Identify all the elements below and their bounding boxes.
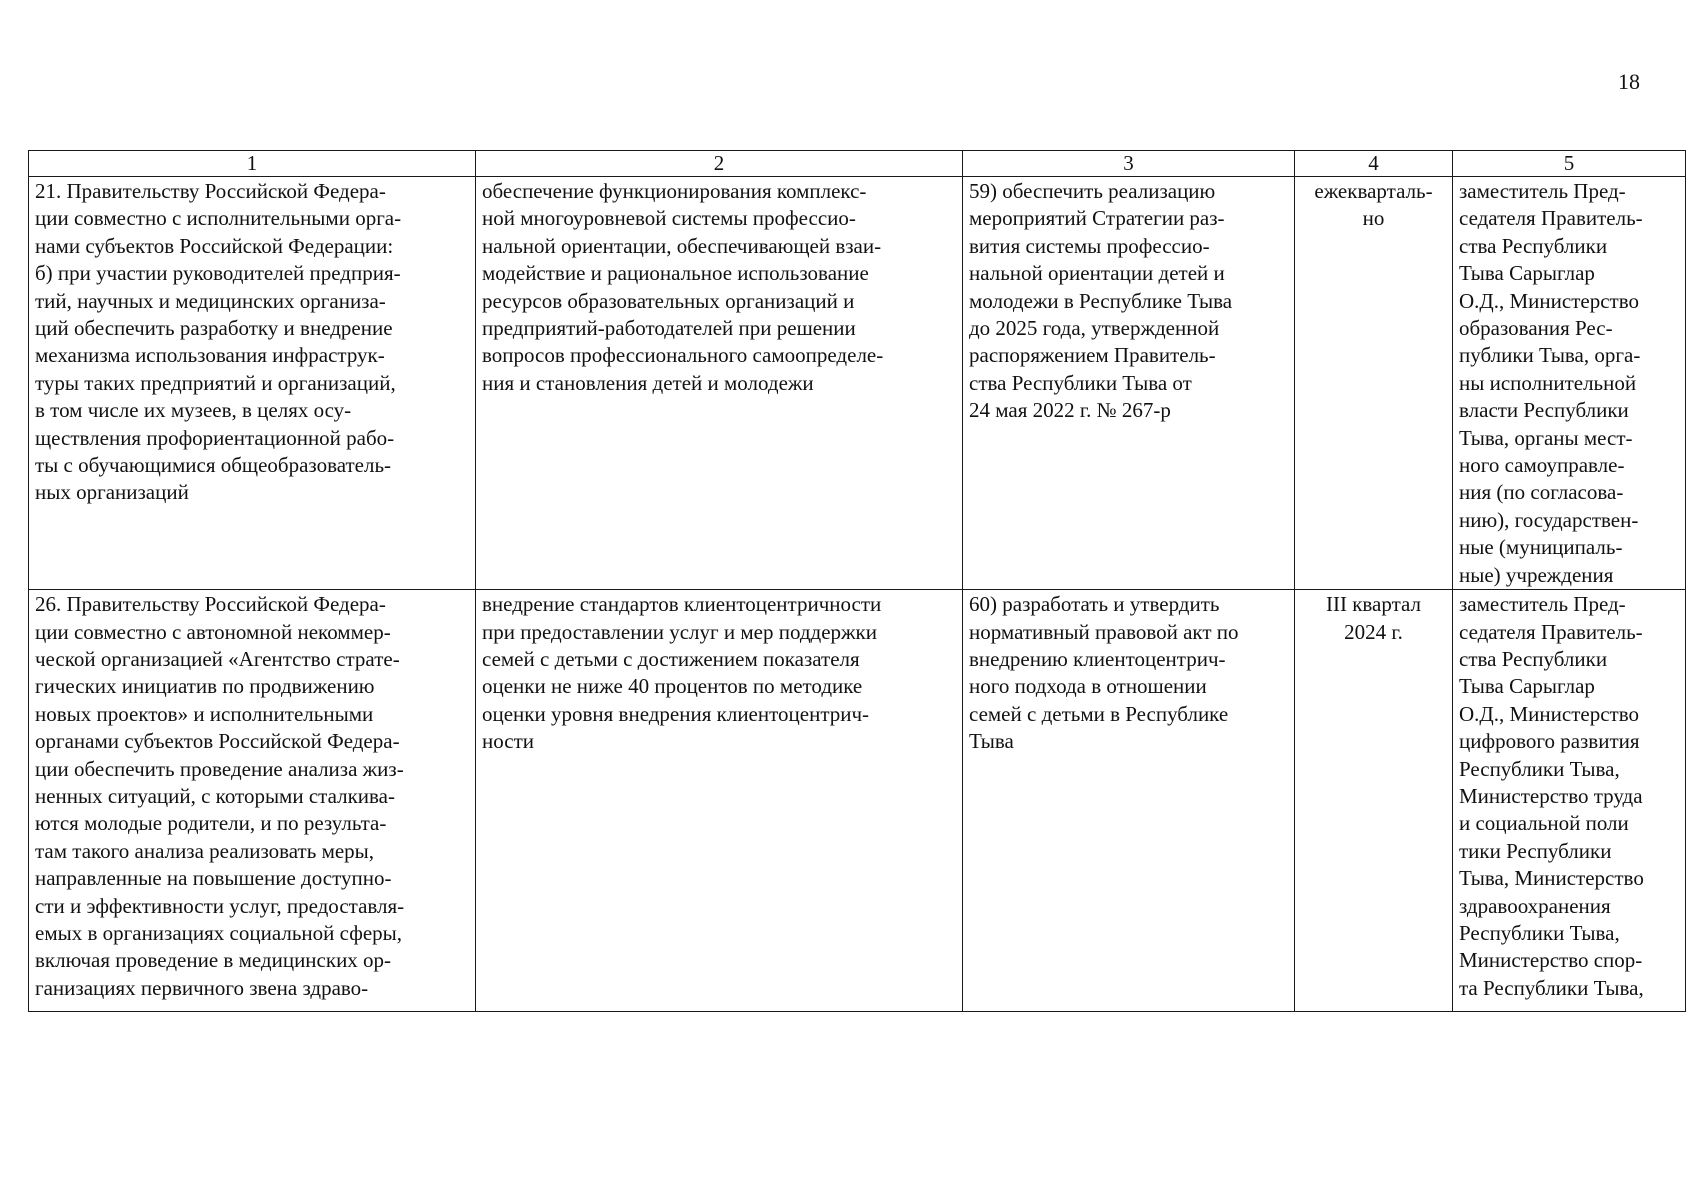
cell-text-line: органами субъектов Российской Федера- <box>35 729 400 754</box>
cell-text-line: Тыва, Министерство <box>1459 866 1644 891</box>
cell-text-line: Министерство труда <box>1459 783 1643 808</box>
cell-text-line: заместитель Пред- <box>1459 592 1626 617</box>
cell-text-line: ганизациях первичного звена здраво- <box>35 975 369 1000</box>
cell-deadline <box>1295 177 1453 590</box>
cell-text-line: 24 мая 2022 г. № 267-р <box>969 398 1171 423</box>
cell-text-line: та Республики Тыва, <box>1459 975 1644 1000</box>
cell-text-line: ного самоуправле- <box>1459 453 1625 478</box>
column-header-3: 3 <box>963 151 1295 177</box>
cell-goal <box>476 590 963 1012</box>
cell-text-line: ния и становления детей и молодежи <box>482 370 814 395</box>
cell-text-line: нами субъектов Российской Федерации: <box>35 233 394 258</box>
cell-measure <box>963 590 1295 1012</box>
cell-text-line: ции совместно с исполнительными орга- <box>35 206 402 231</box>
cell-text-line: оценки уровня внедрения клиентоцентрич- <box>482 701 870 726</box>
cell-text-line: Министерство спор- <box>1459 948 1643 973</box>
cell-text-line: тики Республики <box>1459 838 1612 863</box>
cell-text-line: Тыва Сарыглар <box>1459 261 1595 286</box>
cell-text-line: туры таких предприятий и организаций, <box>35 370 396 395</box>
cell-text-line: вития системы профессио- <box>969 233 1210 258</box>
table-header-row <box>29 151 1686 177</box>
cell-text-line: семей с детьми с достижением показателя <box>482 646 860 671</box>
cell-text-line: внедрение стандартов клиентоцентричности <box>482 592 882 617</box>
cell-text-line: ства Республики Тыва от <box>969 370 1192 395</box>
cell-text-line: нальной ориентации детей и <box>969 261 1225 286</box>
cell-text-line: седателя Правитель- <box>1459 206 1643 231</box>
cell-text-line: ресурсов образовательных организаций и <box>482 288 855 313</box>
cell-text-line: 60) разработать и утвердить <box>969 592 1220 617</box>
cell-text-line: емых в организациях социальной сферы, <box>35 920 402 945</box>
cell-text-line: нию), государствен- <box>1459 507 1639 532</box>
cell-text-line: б) при участии руководителей предприя- <box>35 261 401 286</box>
cell-text-line: ства Республики <box>1459 646 1608 671</box>
cell-text-line: ности <box>482 729 534 754</box>
cell-text-line: новых проектов» и исполнительными <box>35 701 374 726</box>
cell-text-line: ного подхода в отношении <box>969 674 1207 699</box>
cell-text-line: до 2025 года, утвержденной <box>969 316 1220 341</box>
cell-text-line: ной многоуровневой системы профессио- <box>482 206 856 231</box>
cell-text-line: III квартал <box>1325 592 1422 617</box>
cell-deadline <box>1295 590 1453 1012</box>
cell-measure <box>963 177 1295 590</box>
table-row <box>29 177 1686 590</box>
cell-text-line: власти Республики <box>1459 398 1629 423</box>
cell-text-line: Тыва, органы мест- <box>1459 425 1633 450</box>
cell-text-line: цифрового развития <box>1459 729 1640 754</box>
cell-text-line: включая проведение в медицинских ор- <box>35 948 392 973</box>
cell-text-line: в том числе их музеев, в целях осу- <box>35 398 352 423</box>
cell-text-line: ные) учреждения <box>1459 562 1614 587</box>
cell-text-line: механизма использования инфраструк- <box>35 343 385 368</box>
cell-text-line: но <box>1362 206 1385 231</box>
cell-text-line: оценки не ниже 40 процентов по методике <box>482 674 863 699</box>
cell-goal <box>476 177 963 590</box>
cell-text-line: вопросов профессионального самоопределе- <box>482 343 884 368</box>
cell-text-line: ции совместно с автономной некоммер- <box>35 619 391 644</box>
cell-text-line: Тыва <box>969 729 1014 754</box>
cell-responsible <box>1453 590 1686 1012</box>
cell-text-line: седателя Правитель- <box>1459 619 1643 644</box>
cell-text-line: 21. Правительству Российской Федера- <box>35 179 386 203</box>
cell-text-line: ции обеспечить проведение анализа жиз- <box>35 756 404 781</box>
cell-instruction <box>29 590 476 1012</box>
cell-text-line: О.Д., Министерство <box>1459 288 1639 313</box>
cell-text-line: ются молодые родители, и по результа- <box>35 811 387 836</box>
cell-text-line: мероприятий Стратегии раз- <box>969 206 1225 231</box>
cell-responsible <box>1453 177 1686 590</box>
table-row <box>29 590 1686 1012</box>
cell-text-line: модействие и рациональное использование <box>482 261 869 286</box>
cell-text-line: ществления профориентационной рабо- <box>35 425 395 450</box>
cell-text-line: предприятий-работодателей при решении <box>482 316 856 341</box>
cell-text-line: 59) обеспечить реализацию <box>969 179 1216 203</box>
cell-text-line: и социальной поли <box>1459 811 1629 836</box>
cell-text-line: при предоставлении услуг и мер поддержки <box>482 619 877 644</box>
cell-text-line: гических инициатив по продвижению <box>35 674 375 699</box>
cell-text-line: нальной ориентации, обеспечивающей взаи- <box>482 233 882 258</box>
cell-text-line: обеспечение функционирования комплекс- <box>482 179 867 203</box>
cell-text-line: здравоохранения <box>1459 893 1611 918</box>
cell-text-line: Республики Тыва, <box>1459 756 1620 781</box>
column-header-4: 4 <box>1295 151 1453 177</box>
cell-text-line: образования Рес- <box>1459 316 1613 341</box>
cell-text-line: ций обеспечить разработку и внедрение <box>35 316 393 341</box>
measures-table <box>28 150 1686 1012</box>
cell-text-line: распоряжением Правитель- <box>969 343 1216 368</box>
cell-text-line: ческой организацией «Агентство страте- <box>35 646 400 671</box>
cell-text-line: ных организаций <box>35 480 189 505</box>
cell-text-line: молодежи в Республике Тыва <box>969 288 1233 313</box>
cell-text-line: Республики Тыва, <box>1459 920 1620 945</box>
cell-text-line: заместитель Пред- <box>1459 179 1626 203</box>
cell-text-line: сти и эффективности услуг, предоставля- <box>35 893 405 918</box>
cell-text-line: внедрению клиентоцентрич- <box>969 646 1226 671</box>
column-header-5: 5 <box>1453 151 1686 177</box>
cell-text-line: ны исполнительной <box>1459 370 1637 395</box>
cell-text-line: 26. Правительству Российской Федера- <box>35 592 386 617</box>
cell-instruction <box>29 177 476 590</box>
cell-text-line: там такого анализа реализовать меры, <box>35 838 375 863</box>
cell-text-line: Тыва Сарыглар <box>1459 674 1595 699</box>
page-number: 18 <box>1618 69 1640 94</box>
cell-text-line: ния (по согласова- <box>1459 480 1624 505</box>
cell-text-line: тий, научных и медицинских организа- <box>35 288 386 313</box>
cell-text-line: О.Д., Министерство <box>1459 701 1639 726</box>
cell-text-line: публики Тыва, орга- <box>1459 343 1641 368</box>
cell-text-line: ты с обучающимися общеобразователь- <box>35 453 392 478</box>
cell-text-line: 2024 г. <box>1344 619 1403 644</box>
cell-text-line: ненных ситуаций, с которыми сталкива- <box>35 783 395 808</box>
cell-text-line: ства Республики <box>1459 233 1608 258</box>
cell-text-line: ежекварталь- <box>1314 179 1433 203</box>
column-header-1: 1 <box>29 151 476 177</box>
cell-text-line: ные (муниципаль- <box>1459 535 1623 560</box>
column-header-2: 2 <box>476 151 963 177</box>
cell-text-line: семей с детьми в Республике <box>969 701 1229 726</box>
cell-text-line: направленные на повышение доступно- <box>35 866 392 891</box>
cell-text-line: нормативный правовой акт по <box>969 619 1239 644</box>
